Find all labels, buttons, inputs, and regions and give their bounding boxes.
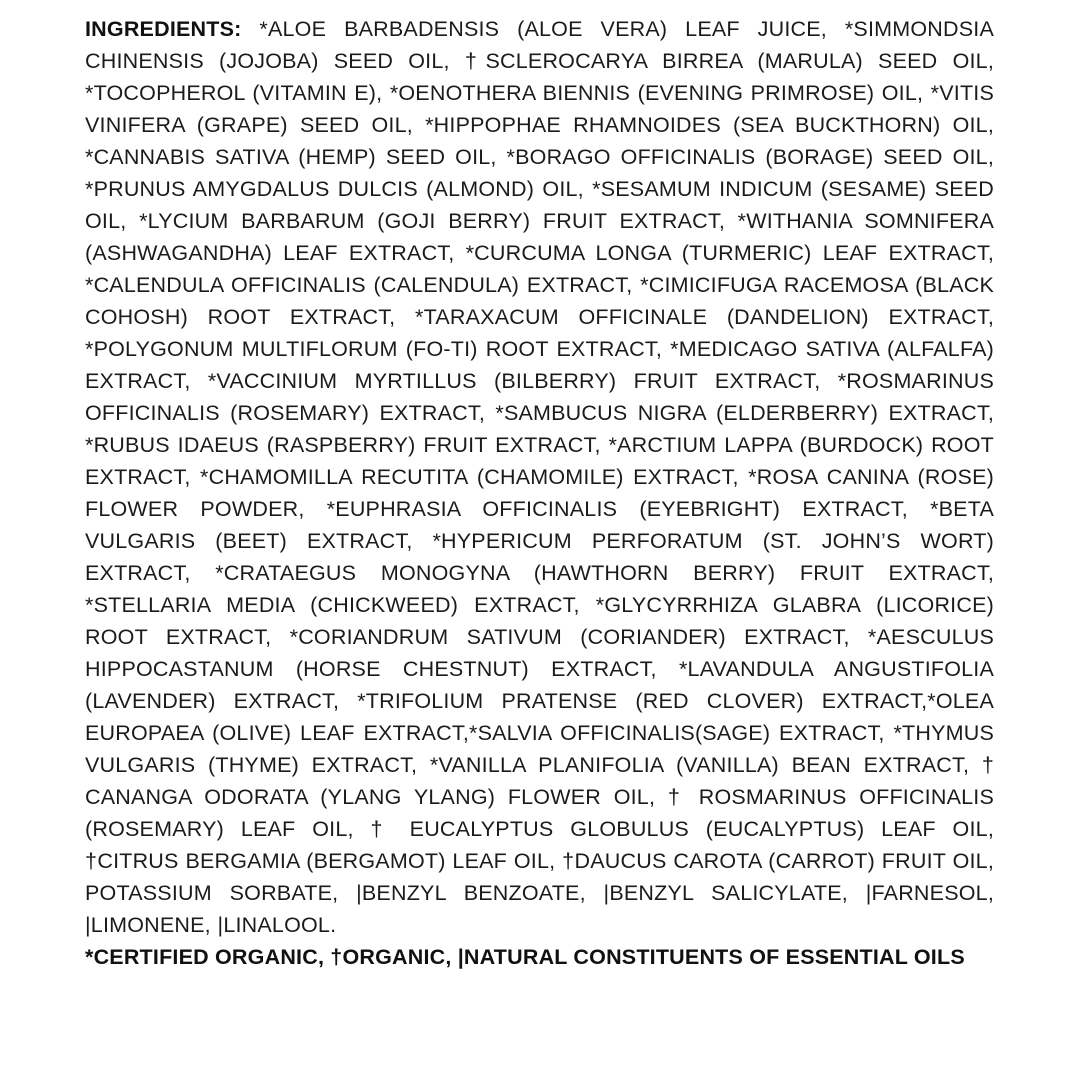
footnote-legend: *CERTIFIED ORGANIC, †ORGANIC, |NATURAL CONSTITUENTS OF ESSENTIAL OILS (85, 945, 965, 969)
ingredients-text: *ALOE BARBADENSIS (ALOE VERA) LEAF JUICE, *SIMMONDSIA CHINENSIS (JOJOBA) SEED OIL, †SCLEROCARYA BIRREA (MARULA) SEED OIL, *TOCOPHEROL (VITAMIN E), *OENOTHERA BIENNIS (EVENING PRIMROSE) OIL, *VITIS VINIFERA (GRAPE) SEED OIL, *HIPPOPHAE RHAMNOIDES (SEA BUCKTHORN) OIL, *CANNABIS SATIVA (HEMP) SEED OIL, *BORAGO OFFICINALIS (BORAGE) SEED OIL, *PRUNUS AMYGDALUS DULCIS (ALMOND) OIL, *SESAMUM INDICUM (SESAME) SEED OIL, *LYCIUM BARBARUM (GOJI BERRY) FRUIT EXTRACT, *WITHANIA SOMNIFERA (ASHWAGANDHA) LEAF EXTRACT, *CURCUMA LONGA (TURMERIC) LEAF EXTRACT, *CALENDULA OFFICINALIS (CALENDULA) EXTRACT, *CIMICIFUGA RACEMOSA (BLACK COHOSH) ROOT EXTRACT, *TARAXACUM OFFICINALE (DANDELION) EXTRACT, *POLYGONUM MULTIFLORUM (FO-TI) ROOT EXTRACT, *MEDICAGO SATIVA (ALFALFA) EXTRACT, *VACCINIUM MYRTILLUS (BILBERRY) FRUIT EXTRACT, *ROSMARINUS OFFICINALIS (ROSEMARY) EXTRACT, *SAMBUCUS NIGRA (ELDERBERRY) EXTRACT, *RUBUS IDAEUS (RASPBERRY) FRUIT EXTRACT, *ARCTIUM LAPPA (BURDOCK) ROOT EXTRACT, *CHAMOMILLA RECUTITA (CHAMOMILE) EXTRACT, *ROSA CANINA (ROSE) FLOWER POWDER, *EUPHRASIA OFFICINALIS (EYEBRIGHT) EXTRACT, *BETA VULGARIS (BEET) EXTRACT, *HYPERICUM PERFORATUM (ST. JOHN’S WORT) EXTRACT, *CRATAEGUS MONOGYNA (HAWTHORN BERRY) FRUIT EXTRACT, *STELLARIA MEDIA (CHICKWEED) EXTRACT, *GLYCYRRHIZA GLABRA (LICORICE) ROOT EXTRACT, *CORIANDRUM SATIVUM (CORIANDER) EXTRACT, *AESCULUS HIPPOCASTANUM (HORSE CHESTNUT) EXTRACT, *LAVANDULA ANGUSTIFOLIA (LAVENDER) EXTRACT, *TRIFOLIUM PRATENSE (RED CLOVER) EXTRACT,*OLEA EUROPAEA (OLIVE) LEAF EXTRACT,*SALVIA OFFICINALIS(SAGE) EXTRACT, *THYMUS VULGARIS (THYME) EXTRACT, *VANILLA PLANIFOLIA (VANILLA) BEAN EXTRACT, † CANANGA ODORATA (YLANG YLANG) FLOWER OIL, † ROSMARINUS OFFICINALIS (ROSEMARY) LEAF OIL, † EUCALYPTUS GLOBULUS (EUCALYPTUS) LEAF OIL, †CITRUS BERGAMIA (BERGAMOT) LEAF OIL, †DAUCUS CAROTA (CARROT) FRUIT OIL, POTASSIUM SORBATE, |BENZYL BENZOATE, |BENZYL SALICYLATE, |FARNESOL, |LIMONENE, |LINALOOL. (85, 17, 994, 937)
ingredients-paragraph (85, 13, 994, 941)
ingredients-heading: INGREDIENTS: (85, 17, 242, 41)
